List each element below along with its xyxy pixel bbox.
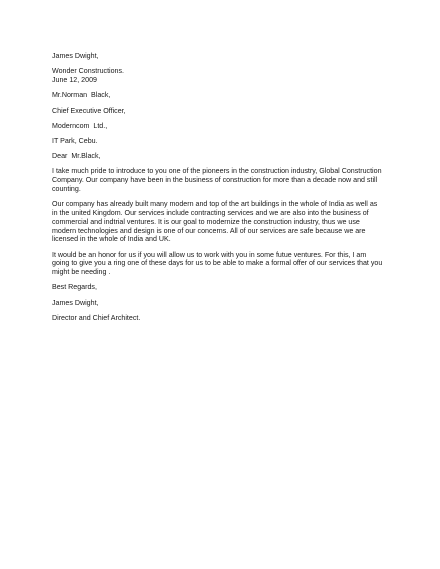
body-paragraph-offer: It would be an honor for us if you will allow us to work with you in some futue ventures. For this, I am going to give you a ring one of these days for us to be able to make a formal offer of our services that you might be needing . — [52, 250, 383, 277]
recipient-title: Chief Executive Officer, — [52, 106, 126, 115]
letter-document — [52, 52, 388, 323]
sender-company: Wonder Constructions. — [52, 67, 125, 76]
recipient-name: Mr.Norman Black, — [52, 91, 111, 100]
recipient-company: Moderncom Ltd., — [52, 121, 108, 130]
recipient-location: IT Park, Cebu. — [52, 136, 98, 145]
closing: Best Regards, — [52, 283, 97, 292]
sender-name: James Dwight, — [52, 52, 99, 60]
signature-name: James Dwight, — [52, 298, 99, 307]
body-paragraph-services: Our company has already built many modern and top of the art buildings in the whole of India as well as in the united Kingdom. Our services include contracting services and we are also into the business of commercial and indtrial ventures. It is our goal to modernize the construction industry, thus we use modern technologies and design is one of our concerns. All of our services are safe because we are licensed in the whole of India and UK. — [52, 199, 378, 244]
signature-title: Director and Chief Architect. — [52, 313, 141, 322]
letter-date: June 12, 2009 — [52, 76, 97, 85]
body-paragraph-intro: I take much pride to introduce to you one of the pioneers in the construction industry, Global Construction Company. Our company have been in the business of construction for more than a decade now and still counting. — [52, 166, 382, 193]
salutation: Dear Mr.Black, — [52, 151, 101, 160]
